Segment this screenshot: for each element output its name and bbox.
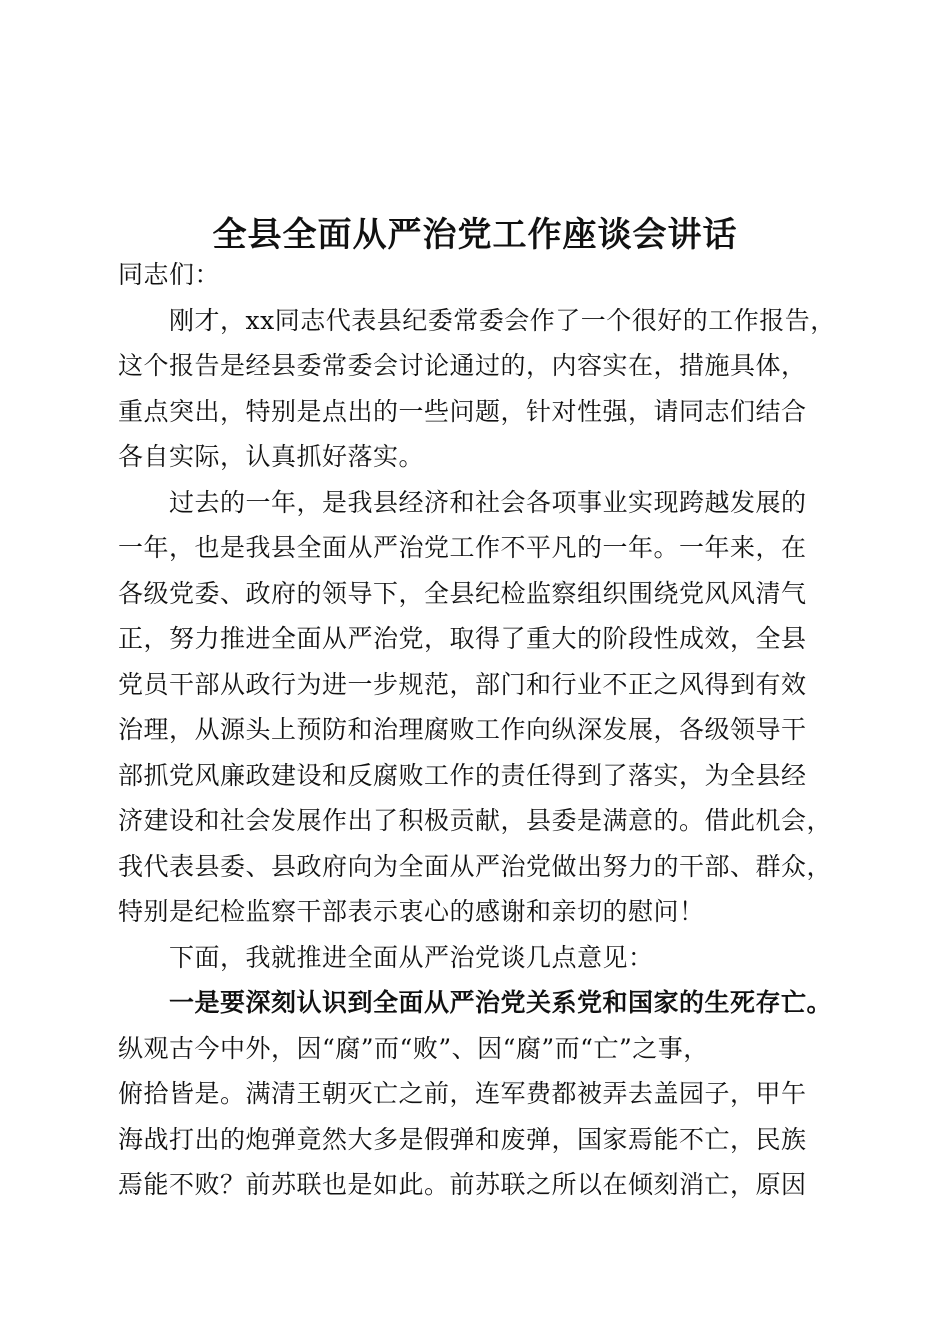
paragraph-line: 正，努力推进全面从严治党，取得了重大的阶段性成效，全县 (118, 624, 807, 653)
document-body (118, 252, 836, 1208)
paragraph-line: 党员干部从政行为进一步规范，部门和行业不正之风得到有效 (118, 669, 807, 699)
greeting: 同志们： (118, 260, 221, 289)
paragraph-line: 俯拾皆是。满清王朝灭亡之前，连军费都被弄去盖园子，甲午 (118, 1079, 807, 1108)
paragraph-line: 部抓党风廉政建设和反腐败工作的责任得到了落实，为全县经 (118, 760, 807, 790)
paragraph-line: 特别是纪检监察干部表示衷心的感谢和亲切的慰问！ (118, 897, 705, 926)
paragraph-line: 各级党委、政府的领导下，全县纪检监察组织围绕党风风清气 (118, 578, 807, 608)
paragraph-line: 纵观古今中外，因“腐”而“败”、因“腐”而“亡”之事， (118, 1033, 709, 1063)
paragraph-line: 济建设和社会发展作出了积极贡献，县委是满意的。借此机会， (118, 806, 833, 835)
paragraph-line: 海战打出的炮弹竟然大多是假弹和废弹，国家焉能不亡，民族 (118, 1124, 807, 1154)
paragraph-line: 重点突出，特别是点出的一些问题，针对性强，请同志们结合 (118, 396, 807, 426)
paragraph-bold (118, 980, 833, 1026)
paragraph (118, 935, 833, 981)
paragraph-line: 刚才，xx同志代表县纪委常委会作了一个很好的工作报告， (169, 305, 836, 335)
paragraph (118, 480, 833, 935)
paragraph-line: 过去的一年，是我县经济和社会各项事业实现跨越发展的 (169, 487, 807, 517)
paragraph (118, 1026, 833, 1208)
paragraph-line: 下面，我就推进全面从严治党谈几点意见： (169, 942, 654, 972)
section-heading: 一是要深刻认识到全面从严治党关系党和国家的生死存亡。 (169, 988, 833, 1017)
paragraph-line: 治理，从源头上预防和治理腐败工作向纵深发展，各级领导干 (118, 715, 807, 744)
paragraph-line: 各自实际，认真抓好落实。 (118, 442, 425, 471)
paragraph-line: 焉能不败？前苏联也是如此。前苏联之所以在倾刻消亡，原因 (118, 1170, 807, 1199)
paragraph-line: 这个报告是经县委常委会讨论通过的，内容实在，措施具体， (118, 351, 807, 380)
paragraph (118, 298, 836, 480)
paragraph-line: 我代表县委、县政府向为全面从严治党做出努力的干部、群众， (118, 851, 833, 881)
document-title: 全县全面从严治党工作座谈会讲话 (212, 215, 738, 255)
paragraph-line: 一年，也是我县全面从严治党工作不平凡的一年。一年来，在 (118, 533, 807, 562)
